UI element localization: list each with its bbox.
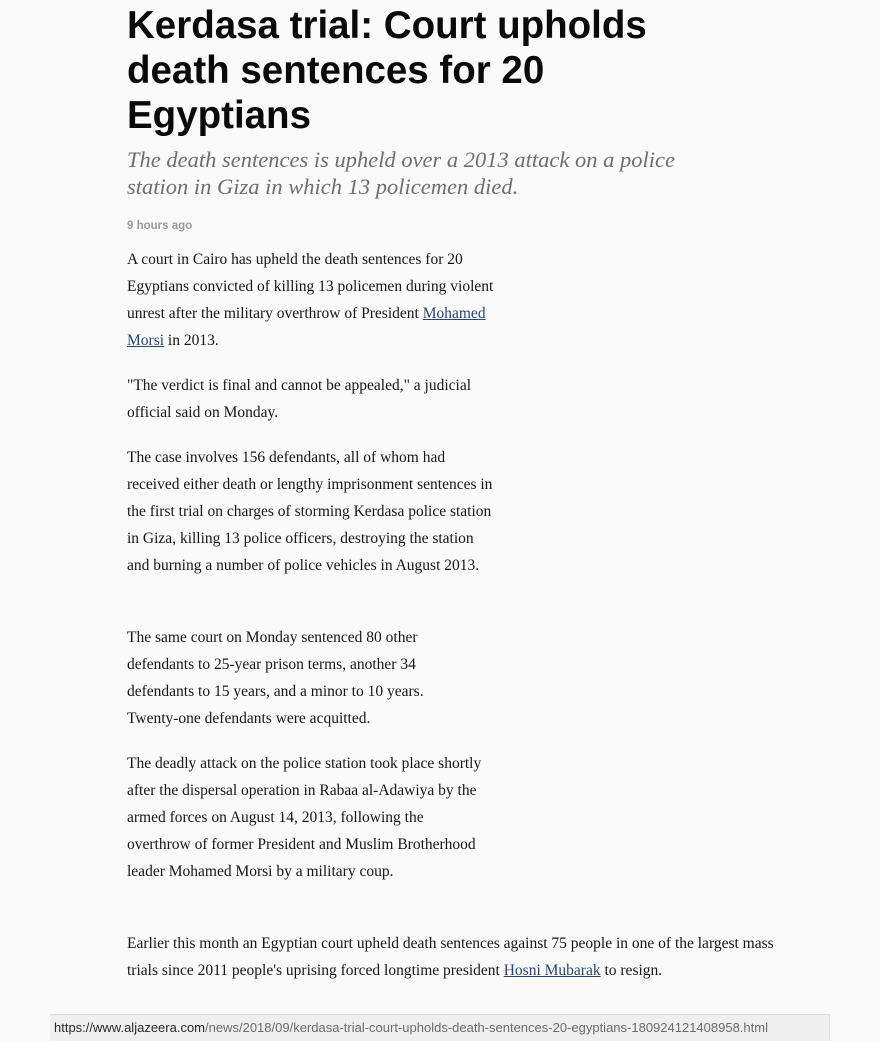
article-headline: Kerdasa trial: Court upholds death sentences for 20 Egyptians <box>127 4 647 137</box>
hosni-mubarak-link[interactable]: Hosni Mubarak <box>503 962 601 979</box>
mohamed-morsi-link[interactable]: Mohamed Morsi <box>127 305 486 349</box>
article-paragraph <box>127 930 777 984</box>
article-paragraph: The deadly attack on the police station took place shortly after the dispersal operation in Rabaa al-Adawiya by the armed forces on August 14, 2013, following the overthrow of former President and Muslim Brotherhood leader Mohamed Morsi by a military coup. <box>127 755 482 880</box>
status-url-host: https://www.aljazeera.com <box>54 1020 206 1035</box>
status-url-path: /news/2018/09/kerdasa-trial-court-upholds-death-sentences-20-egyptians-180924121408958.html <box>205 1020 768 1035</box>
article-paragraph: "The verdict is final and cannot be appealed," a judicial official said on Monday. <box>127 377 472 421</box>
paragraph-text: to resign. <box>600 962 663 979</box>
paragraph-text: in 2013. <box>164 332 219 349</box>
article-subheadline: The death sentences is upheld over a 2013 attack on a police station in Giza in which 13 policemen died. <box>127 147 675 199</box>
link-status-bar <box>50 1014 830 1041</box>
paragraph-text: A court in Cairo has upheld the death sentences for 20 Egyptians convicted of killing 13 policemen during violent unrest after the military overthrow of President <box>127 251 494 322</box>
article-paragraph <box>127 246 503 354</box>
article-timestamp: 9 hours ago <box>127 220 193 232</box>
article-paragraph: The same court on Monday sentenced 80 other defendants to 25-year prison terms, another 34 defendants to 15 years, and a minor to 10 years. Twenty-one defendants were acquitted. <box>127 629 424 727</box>
article-paragraph: The case involves 156 defendants, all of whom had received either death or lengthy imprisonment sentences in the first trial on charges of storming Kerdasa police station in Giza, killing 13 police officers, destroying the station and burning a number of police vehicles in August 2013. <box>127 449 493 574</box>
paragraph-text: Earlier this month an Egyptian court upheld death sentences against 75 people in one of the largest mass trials since 2011 people's uprising forced longtime president <box>127 935 774 979</box>
